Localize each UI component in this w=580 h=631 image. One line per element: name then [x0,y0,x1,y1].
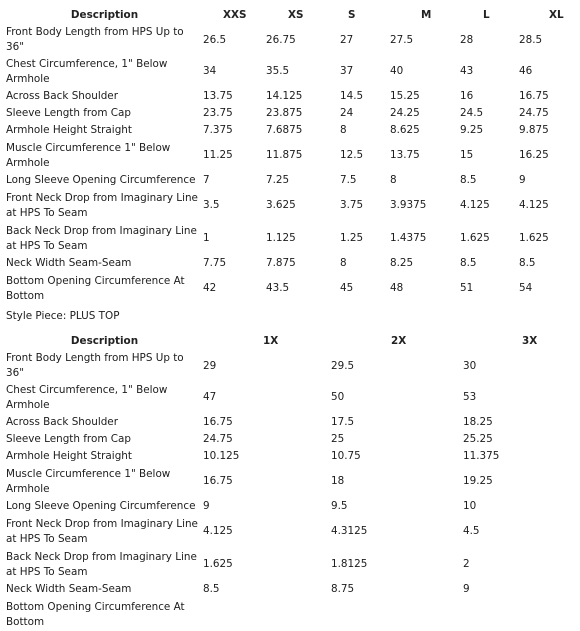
table-cell: 16.75 [519,90,549,102]
table-cell: 3.75 [340,199,364,211]
row-label: Chest Circumference, 1" Below Armhole [6,57,168,85]
table-row [6,498,578,515]
table-cell: 23.75 [203,107,233,119]
table-cell: 7 [203,174,210,186]
row-label: Back Neck Drop from Imaginary Line at HPS To Seam [6,550,197,578]
table-cell: 24 [340,107,354,119]
table-cell: 9.875 [519,124,549,136]
row-label: Neck Width Seam-Seam [6,257,132,269]
table-cell: 9.25 [460,124,484,136]
style-piece-label: Style Piece: PLUS TOP [6,310,120,322]
table-cell: 35.5 [266,65,290,77]
table-row [6,465,578,498]
row-label: Muscle Circumference 1" Below Armhole [6,141,171,169]
table-cell: 37 [340,65,354,77]
table-cell: 7.6875 [266,124,303,136]
table-header-row [6,332,578,351]
row-label: Front Body Length from HPS Up to 36" [6,26,184,53]
table-cell [331,598,463,631]
table-cell: 10.75 [331,450,361,462]
table-row [6,381,578,414]
table-row [6,414,578,431]
table-cell: 25.25 [463,433,493,445]
table-cell: 15.25 [390,90,420,102]
table-cell: 3.5 [203,199,220,211]
row-label: Sleeve Length from Cap [6,107,131,119]
table-row [6,189,578,222]
table-cell: 28 [460,33,474,46]
column-header-size: XS [288,9,304,21]
table-cell: 29 [203,359,217,372]
table-cell: 8 [340,257,347,269]
table-cell: 27.5 [390,33,414,46]
table-cell [203,598,331,631]
table-cell: 14.5 [340,90,364,102]
table-cell: 13.75 [203,90,233,102]
table-cell: 8.5 [203,583,220,595]
table-cell: 53 [463,391,477,403]
table-cell: 8.5 [460,174,477,186]
table-cell: 14.125 [266,90,303,102]
size-table-regular [6,6,578,305]
table-cell: 3.9375 [390,199,427,211]
row-label: Muscle Circumference 1" Below Armhole [6,467,171,495]
table-cell: 10 [463,500,477,512]
row-label: Sleeve Length from Cap [6,433,131,445]
table-row [6,139,578,172]
table-row [6,431,578,448]
table-cell: 4.5 [463,525,480,537]
table-row [6,581,578,598]
row-label: Long Sleeve Opening Circumference [6,174,196,186]
table-row [6,255,578,272]
table-cell: 54 [519,282,533,294]
column-header-size: L [483,9,490,21]
table-cell: 8 [390,174,397,186]
table-cell: 11.25 [203,149,233,161]
table-cell: 8.25 [390,257,414,269]
table-row [6,351,578,381]
table-cell: 43 [460,65,474,77]
table-row [6,25,578,55]
table-cell: 24.75 [519,107,549,119]
table-cell: 47 [203,391,217,403]
table-cell: 9 [203,500,210,512]
table-cell: 11.875 [266,149,303,161]
table-cell: 8.75 [331,583,355,595]
row-label: Across Back Shoulder [6,416,118,428]
table-row [6,172,578,189]
row-label: Bottom Opening Circumference At Bottom [6,600,185,628]
table-row [6,122,578,139]
table-cell: 11.375 [463,450,500,462]
table-cell: 9 [463,583,470,595]
table-cell: 25 [331,433,345,445]
size-table-plus [6,332,578,631]
table-row [6,88,578,105]
table-cell: 7.5 [340,174,357,186]
column-header-description: Description [70,9,139,21]
table-cell: 8 [340,124,347,136]
table-cell: 24.25 [390,107,420,119]
row-label: Neck Width Seam-Seam [6,583,132,595]
table-cell: 7.75 [203,257,227,269]
table-cell: 4.125 [460,199,490,211]
table-cell: 8.5 [519,257,536,269]
table-cell: 51 [460,282,474,294]
table-cell: 28.5 [519,33,543,46]
table-cell: 40 [390,65,404,77]
table-cell: 27 [340,33,354,46]
table-cell: 16.25 [519,149,549,161]
row-label: Across Back Shoulder [6,90,118,102]
table-cell: 9.5 [331,500,348,512]
table-cell: 23.875 [266,107,303,119]
table-cell: 4.125 [203,525,233,537]
table-cell: 24.5 [460,107,484,119]
table-cell: 1.625 [203,558,233,570]
table-cell: 1.625 [519,232,549,244]
table-row [6,515,578,548]
table-cell: 16.75 [203,416,233,428]
table-cell: 45 [340,282,354,294]
table-row [6,55,578,88]
table-cell: 24.75 [203,433,233,445]
table-cell: 15 [460,149,474,161]
row-label: Long Sleeve Opening Circumference [6,500,196,512]
table-row [6,598,578,631]
table-cell: 50 [331,391,345,403]
table-cell: 1.25 [340,232,364,244]
row-label: Front Neck Drop from Imaginary Line at HPS To Seam [6,517,198,545]
column-header-size: S [348,9,356,21]
row-label: Front Neck Drop from Imaginary Line at HPS To Seam [6,191,198,219]
table-cell: 1.625 [460,232,490,244]
table-cell: 4.3125 [331,525,368,537]
table-cell: 8.625 [390,124,420,136]
table-row [6,105,578,122]
table-cell: 7.875 [266,257,296,269]
table-cell: 48 [390,282,404,294]
row-label: Back Neck Drop from Imaginary Line at HPS To Seam [6,224,197,252]
table-cell: 43.5 [266,282,290,294]
table-cell: 16 [460,90,474,102]
row-label: Armhole Height Straight [6,124,132,136]
table-header-row [6,6,578,25]
table-cell: 19.25 [463,475,493,487]
table-cell: 8.5 [460,257,477,269]
table-cell: 1 [203,232,210,244]
table-cell: 1.125 [266,232,296,244]
table-cell: 42 [203,282,217,294]
size-chart [6,6,578,631]
table-cell: 26.75 [266,33,296,46]
table-cell [463,598,578,631]
table-cell: 18.25 [463,416,493,428]
table-cell: 2 [463,558,470,570]
table-cell: 7.25 [266,174,290,186]
table-row [6,272,578,305]
table-cell: 17.5 [331,416,355,428]
column-header-size: 2X [391,335,407,347]
table-cell: 10.125 [203,450,240,462]
table-cell: 34 [203,65,217,77]
row-label: Front Body Length from HPS Up to 36" [6,352,184,379]
table-cell: 4.125 [519,199,549,211]
table-cell: 26.5 [203,33,227,46]
table-cell: 18 [331,475,345,487]
table-cell: 12.5 [340,149,364,161]
table-row [6,548,578,581]
row-label: Chest Circumference, 1" Below Armhole [6,383,168,411]
table-cell: 30 [463,359,477,372]
table-cell: 46 [519,65,533,77]
column-header-size: XXS [223,9,247,21]
table-cell: 3.625 [266,199,296,211]
row-label: Bottom Opening Circumference At Bottom [6,274,185,302]
column-header-size: 1X [263,335,279,347]
table-cell: 7.375 [203,124,233,136]
table-row [6,448,578,465]
column-header-size: 3X [522,335,538,347]
table-cell: 9 [519,174,526,186]
table-cell: 1.4375 [390,232,427,244]
table-cell: 13.75 [390,149,420,161]
column-header-size: XL [549,9,564,21]
column-header-size: M [421,9,432,21]
row-label: Armhole Height Straight [6,450,132,462]
table-cell: 29.5 [331,359,355,372]
column-header-description: Description [70,335,139,347]
table-row [6,222,578,255]
table-cell: 16.75 [203,475,233,487]
table-cell: 1.8125 [331,558,368,570]
